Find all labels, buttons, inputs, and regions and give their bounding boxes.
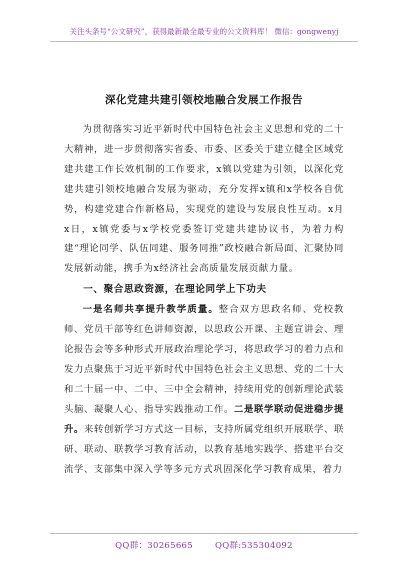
header-divider	[50, 41, 358, 42]
footer-qq-group-1: QQ群：30265665	[115, 541, 193, 551]
paragraph-1	[64, 300, 344, 479]
footer-divider	[50, 533, 358, 534]
footer	[0, 539, 408, 551]
paragraph-1-body: 整合双方思政名师、党校教师、党员干部等红色讲师资源，以思政公开课、主题宣讲会、理论报告会等多种形式开展政治理论学习，将思政学习的着力点和发力点聚焦于习近平新时代中国特色社会主义思想、党的二十大和二十届一中、二中、三中全会精神，持续用党的创新理论武装头脑、凝聚人心、指导实践推动工作。	[64, 304, 344, 415]
paragraph-2-body: 来转创新学习方式这一目标，支持所属党组织开展联学、联研、联动、联教学习教育活动，以教育基地实践学、搭建平台交流学、支部集中深入学等多元方式巩固深化学习教育成果，着力	[64, 423, 344, 475]
document-body	[64, 120, 344, 479]
top-banner: 关注头条号“公文研究”，获得最新最全最专业的公文资料库！ 微信：gongwenyj	[69, 27, 339, 36]
paragraph-2-lead: 二是联学联动促进稳步提升。	[64, 403, 344, 435]
footer-qq-group-2: QQ群:535304092	[214, 541, 293, 551]
section-heading: 一、聚合思政资源，在理论同学上下功夫	[83, 284, 267, 296]
paragraph-1-lead: 一是名师共享提升教学质量。	[82, 304, 219, 316]
document-title: 深化党建共建引领校地融合发展工作报告	[105, 94, 303, 106]
intro-paragraph: 为贯彻落实习近平新时代中国特色社会主义思想和党的二十大精神，进一步贯彻落实省委、市委、区委关于建立健全区域党建共建工作长效机制的工作要求，x镇以党建为引领，以深化党建共建引领校地融合发展为驱动，充分发挥x镇和x学校各自优势，构建党建合作新格局，实现党的建设与发展良性互动。x月x日，x镇党委与x学校党委签订党建共建协议书，为着力构建“理论同学、队伍同建、服务同推”政校融合新局面、汇聚协同发展新动能，携手为x经济社会高质量发展贡献力量。	[64, 124, 344, 275]
